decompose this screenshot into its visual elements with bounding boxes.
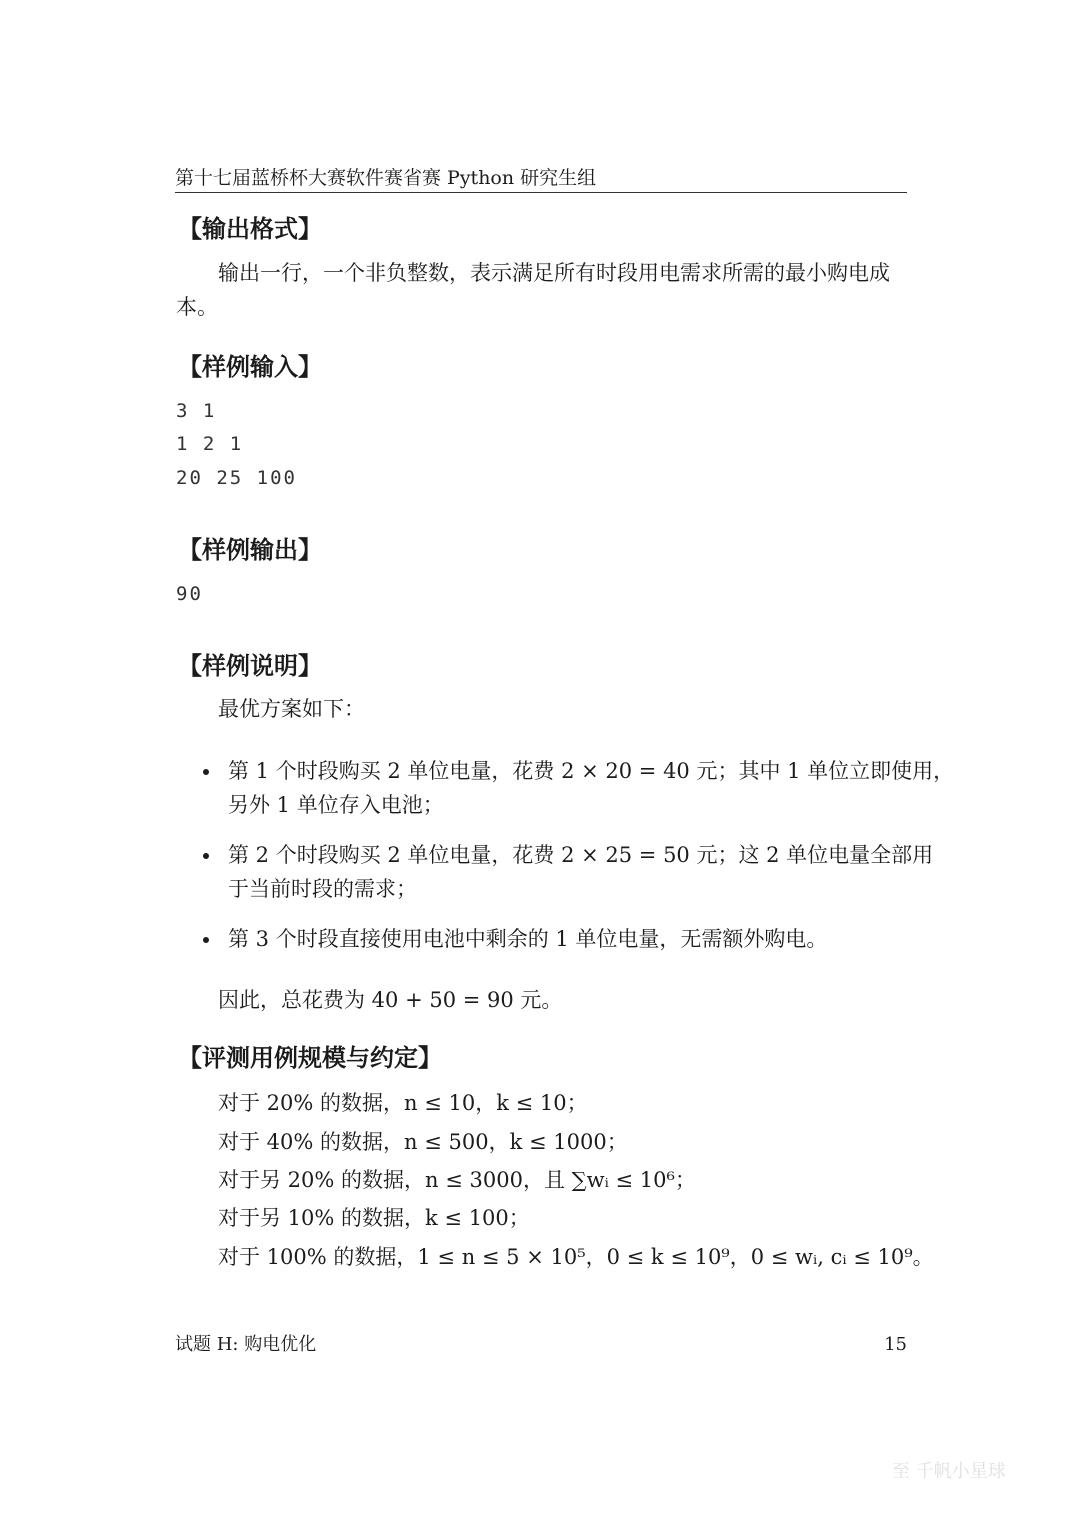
output-format-line-1: 输出一行，一个非负整数，表示满足所有时段用电需求所需的最小购电成 <box>218 261 890 285</box>
constraint-line-1: 对于 20% 的数据，n ≤ 10，k ≤ 10； <box>218 1091 588 1115</box>
sample-input-line-3: 20 25 100 <box>176 467 297 489</box>
output-format-line-2: 本。 <box>176 295 218 319</box>
constraints-title: 【评测用例规模与约定】 <box>178 1044 442 1072</box>
bullet-1-line-2: 另外 1 单位存入电池； <box>228 793 444 817</box>
explanation-intro: 最优方案如下： <box>218 697 365 721</box>
footer-problem-name: 试题 H: 购电优化 <box>175 1334 317 1355</box>
sample-output-value: 90 <box>176 583 203 605</box>
sample-input-title: 【样例输入】 <box>178 353 322 381</box>
sample-output-title: 【样例输出】 <box>178 536 322 564</box>
bullet-dot <box>203 937 209 943</box>
explanation-conclusion: 因此，总花费为 40 + 50 = 90 元。 <box>218 988 563 1012</box>
header-rule <box>175 192 907 193</box>
sample-explanation-title: 【样例说明】 <box>178 652 322 680</box>
bullet-dot <box>203 853 209 859</box>
bullet-1-line-1: 第 1 个时段购买 2 单位电量，花费 2 × 20 = 40 元；其中 1 单位立即使用， <box>228 759 955 783</box>
bullet-2-line-1: 第 2 个时段购买 2 单位电量，花费 2 × 25 = 50 元；这 2 单位电量全部用 <box>228 843 934 867</box>
output-format-title: 【输出格式】 <box>178 215 322 243</box>
sample-input-line-1: 3 1 <box>176 400 217 422</box>
page-header: 第十七届蓝桥杯大赛软件赛省赛 Python 研究生组 <box>175 167 597 189</box>
constraint-line-4: 对于另 10% 的数据，k ≤ 100； <box>218 1206 530 1230</box>
watermark: 至 千帆小星球 <box>892 1461 1006 1482</box>
bullet-dot <box>203 769 209 775</box>
bullet-2-line-2: 于当前时段的需求； <box>228 877 417 901</box>
sample-input-line-2: 1 2 1 <box>176 433 244 455</box>
bullet-3-line-1: 第 3 个时段直接使用电池中剩余的 1 单位电量，无需额外购电。 <box>228 927 828 951</box>
constraint-line-2: 对于 40% 的数据，n ≤ 500，k ≤ 1000； <box>218 1130 628 1154</box>
constraint-line-5: 对于 100% 的数据，1 ≤ n ≤ 5 × 10⁵，0 ≤ k ≤ 10⁹，0 ≤ wᵢ, cᵢ ≤ 10⁹。 <box>218 1245 934 1269</box>
page-number: 15 <box>884 1334 907 1355</box>
constraint-line-3: 对于另 20% 的数据，n ≤ 3000，且 ∑wᵢ ≤ 10⁶； <box>218 1168 696 1192</box>
